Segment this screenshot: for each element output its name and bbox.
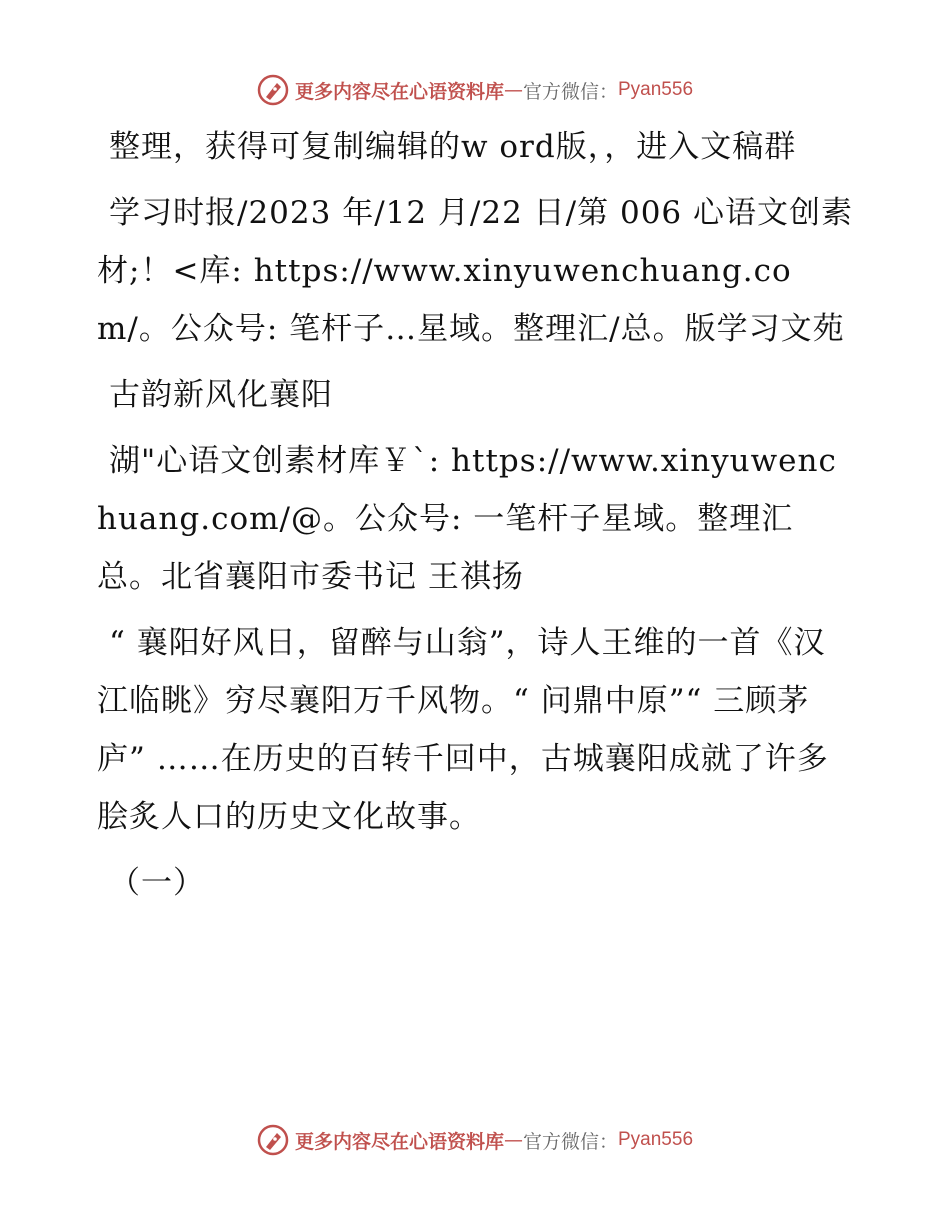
header-watermark xyxy=(0,70,950,110)
watermark-site-text: 更多内容尽在心语资料库 xyxy=(294,80,504,103)
watermark-site-text: 更多内容尽在心语资料库 xyxy=(294,1130,504,1153)
watermark-official-text: 官方微信： xyxy=(522,1130,618,1153)
watermark-separator: — xyxy=(503,79,523,101)
paragraph-source: 学习时报/2023 年/12 月/22 日/第 006 心语文创素材;！<库: https://www.xinyuwenchuang.com/。公众号: 笔杆子…星域。整理汇/总。版学习文苑 xyxy=(97,195,854,347)
article-title: 古韵新风化襄阳 xyxy=(109,377,333,413)
document-body xyxy=(97,118,857,920)
paragraph-intro: 整理，获得可复制编辑的w ord版，，进入文稿群 xyxy=(109,129,797,165)
watermark-wechat-id: Pyan556 xyxy=(618,79,694,100)
watermark-wechat-id: Pyan556 xyxy=(618,1129,694,1150)
pen-nib-logo-icon xyxy=(257,1124,289,1156)
watermark-separator: — xyxy=(503,1129,523,1151)
paragraph-author: 湖"心语文创素材库￥`: https://www.xinyuwenchuang.com/@。公众号: 一笔杆子星域。整理汇总。北省襄阳市委书记 王祺扬 xyxy=(97,443,837,595)
pen-nib-logo-icon xyxy=(257,74,289,106)
paragraph-body: “ 襄阳好风日，留醉与山翁”，诗人王维的一首《汉江临眺》穷尽襄阳万千风物。“ 问鼎中原”“ 三顾茅庐” ……在历史的百转千回中，古城襄阳成就了许多脍炙人口的历史文化故事。 xyxy=(97,625,829,835)
section-heading: （一） xyxy=(109,865,205,901)
watermark-official-text: 官方微信： xyxy=(522,80,618,103)
footer-watermark xyxy=(0,1120,950,1160)
